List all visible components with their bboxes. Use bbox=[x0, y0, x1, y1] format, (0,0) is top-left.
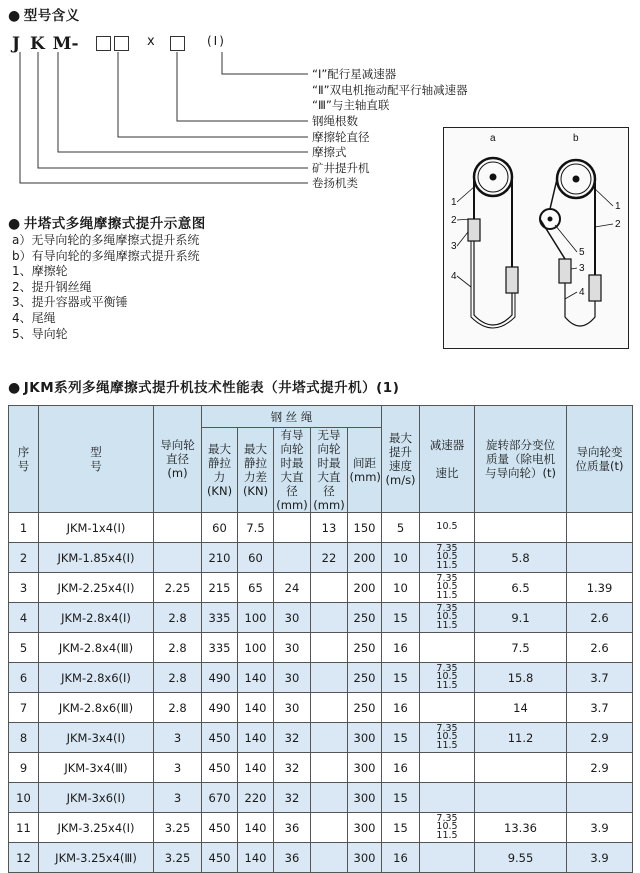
header-guide-diameter: 导向轮直径(m) bbox=[154, 406, 202, 513]
row-guide-diameter: 3 bbox=[154, 783, 202, 813]
row-spacing: 250 bbox=[348, 663, 382, 693]
header-speed: 最大提升速度(m/s) bbox=[382, 406, 420, 513]
header-without-guide: 无导向轮时最大直径(mm) bbox=[311, 428, 348, 513]
row-guide-diameter: 2.25 bbox=[154, 573, 202, 603]
row-no: 9 bbox=[9, 753, 39, 783]
row-ratio bbox=[420, 663, 475, 693]
row-guide-diameter: 3 bbox=[154, 723, 202, 753]
row-without-guide bbox=[311, 723, 348, 753]
section-title: 井塔式多绳摩擦式提升示意图 bbox=[23, 216, 206, 232]
diagram-legend-list bbox=[12, 233, 200, 342]
row-with-guide: 32 bbox=[274, 753, 311, 783]
row-speed: 16 bbox=[382, 753, 420, 783]
row-with-guide: 30 bbox=[274, 663, 311, 693]
bullet-icon: ● bbox=[8, 8, 21, 24]
row-guide-mass: 3.9 bbox=[567, 843, 633, 873]
row-spacing: 300 bbox=[348, 783, 382, 813]
row-with-guide: 32 bbox=[274, 783, 311, 813]
ratio-value: 11.5 bbox=[436, 559, 458, 571]
row-no: 12 bbox=[9, 843, 39, 873]
row-guide-mass bbox=[567, 783, 633, 813]
ratio-value: 7.35 bbox=[436, 662, 458, 674]
row-max-diff: 140 bbox=[238, 723, 274, 753]
row-ratio bbox=[420, 543, 475, 573]
row-max-diff: 65 bbox=[238, 573, 274, 603]
bullet-icon: ● bbox=[8, 380, 21, 396]
row-rotating-mass: 14 bbox=[475, 693, 567, 723]
list-item: a）无导向轮的多绳摩擦式提升系统 bbox=[12, 233, 200, 247]
row-speed: 15 bbox=[382, 813, 420, 843]
row-without-guide bbox=[311, 663, 348, 693]
row-ratio bbox=[420, 573, 475, 603]
section-heading-diagram bbox=[8, 212, 206, 232]
hoist-system-diagram bbox=[443, 127, 629, 349]
row-guide-diameter bbox=[154, 543, 202, 573]
row-rotating-mass: 11.2 bbox=[475, 723, 567, 753]
row-rotating-mass bbox=[475, 753, 567, 783]
section-title: JKM系列多绳摩擦式提升机技术性能表（井塔式提升机）(1) bbox=[23, 380, 400, 396]
ratio-value: 10.5 bbox=[436, 581, 458, 593]
row-guide-mass: 2.9 bbox=[567, 753, 633, 783]
row-ratio bbox=[420, 693, 475, 723]
row-without-guide bbox=[311, 633, 348, 663]
legend-item: 钢绳根数 bbox=[312, 114, 358, 128]
diagram-num: 1 bbox=[615, 201, 621, 212]
list-item: 2、提升钢丝绳 bbox=[12, 279, 92, 294]
header-model: 型号 bbox=[39, 406, 154, 513]
ratio-value: 10.5 bbox=[436, 551, 458, 563]
diagram-num: 2 bbox=[615, 219, 621, 230]
row-model: JKM-1x4(Ⅰ) bbox=[39, 513, 154, 543]
row-spacing: 200 bbox=[348, 543, 382, 573]
row-ratio bbox=[420, 633, 475, 663]
row-guide-mass bbox=[567, 543, 633, 573]
list-item: 5、导向轮 bbox=[12, 326, 68, 341]
ratio-value: 11.5 bbox=[436, 829, 458, 841]
row-guide-mass: 1.39 bbox=[567, 573, 633, 603]
row-spacing: 300 bbox=[348, 843, 382, 873]
row-guide-mass: 2.6 bbox=[567, 603, 633, 633]
list-item: 3、提升容器或平衡锤 bbox=[12, 295, 128, 310]
row-max-static: 450 bbox=[202, 813, 238, 843]
row-with-guide: 30 bbox=[274, 603, 311, 633]
row-no: 5 bbox=[9, 633, 39, 663]
row-guide-diameter: 2.8 bbox=[154, 603, 202, 633]
ratio-value: 11.5 bbox=[436, 739, 458, 751]
legend-item: 卷扬机类 bbox=[312, 176, 358, 190]
table-row bbox=[9, 573, 633, 603]
diagram-num: 1 bbox=[451, 197, 457, 208]
row-max-diff: 140 bbox=[238, 753, 274, 783]
table-row bbox=[9, 783, 633, 813]
ratio-value: 7.35 bbox=[436, 602, 458, 614]
row-no: 11 bbox=[9, 813, 39, 843]
ratio-value: 7.35 bbox=[436, 722, 458, 734]
row-max-diff: 7.5 bbox=[238, 513, 274, 543]
row-speed: 16 bbox=[382, 693, 420, 723]
row-speed: 15 bbox=[382, 783, 420, 813]
row-spacing: 300 bbox=[348, 723, 382, 753]
row-max-static: 335 bbox=[202, 603, 238, 633]
row-max-static: 450 bbox=[202, 723, 238, 753]
row-without-guide: 13 bbox=[311, 513, 348, 543]
row-model: JKM-2.8x6(Ⅲ) bbox=[39, 693, 154, 723]
header-rotating-mass: 旋转部分变位质量（除电机与导向轮）(t) bbox=[475, 406, 567, 513]
table-row bbox=[9, 663, 633, 693]
row-speed: 10 bbox=[382, 573, 420, 603]
spec-table bbox=[8, 405, 633, 873]
diagram-num: 2 bbox=[451, 215, 457, 226]
row-max-static: 210 bbox=[202, 543, 238, 573]
header-guide-mass: 导向轮变位质量(t) bbox=[567, 406, 633, 513]
row-with-guide: 30 bbox=[274, 693, 311, 723]
row-rotating-mass: 6.5 bbox=[475, 573, 567, 603]
row-model: JKM-3x6(Ⅰ) bbox=[39, 783, 154, 813]
row-rotating-mass bbox=[475, 783, 567, 813]
row-max-static: 60 bbox=[202, 513, 238, 543]
row-model: JKM-2.8x4(Ⅰ) bbox=[39, 603, 154, 633]
row-without-guide: 22 bbox=[311, 543, 348, 573]
legend-item: 摩擦式 bbox=[312, 145, 347, 159]
section-heading-spec-table bbox=[8, 376, 399, 396]
list-item: 1、摩擦轮 bbox=[12, 264, 68, 279]
row-guide-diameter: 2.8 bbox=[154, 633, 202, 663]
row-max-diff: 220 bbox=[238, 783, 274, 813]
row-spacing: 300 bbox=[348, 813, 382, 843]
row-guide-diameter: 3.25 bbox=[154, 813, 202, 843]
row-guide-mass: 3.9 bbox=[567, 813, 633, 843]
table-row bbox=[9, 693, 633, 723]
row-max-static: 490 bbox=[202, 663, 238, 693]
code-suffix: (Ⅰ) bbox=[207, 34, 226, 48]
row-without-guide bbox=[311, 813, 348, 843]
row-model: JKM-2.8x4(Ⅲ) bbox=[39, 633, 154, 663]
row-spacing: 250 bbox=[348, 603, 382, 633]
ratio-value: 10.5 bbox=[436, 671, 458, 683]
row-speed: 15 bbox=[382, 603, 420, 633]
row-max-diff: 140 bbox=[238, 663, 274, 693]
row-speed: 15 bbox=[382, 723, 420, 753]
ratio-value: 7.35 bbox=[436, 572, 458, 584]
row-max-diff: 140 bbox=[238, 813, 274, 843]
diagram-num: 5 bbox=[579, 247, 585, 258]
row-rotating-mass: 9.55 bbox=[475, 843, 567, 873]
table-row bbox=[9, 603, 633, 633]
ratio-value: 11.5 bbox=[436, 619, 458, 631]
ratio-value: 10.5 bbox=[436, 611, 458, 623]
row-with-guide: 36 bbox=[274, 843, 311, 873]
table-row bbox=[9, 513, 633, 543]
row-with-guide: 32 bbox=[274, 723, 311, 753]
code-dash: - bbox=[71, 34, 79, 54]
row-no: 2 bbox=[9, 543, 39, 573]
row-guide-mass: 2.9 bbox=[567, 723, 633, 753]
row-speed: 15 bbox=[382, 663, 420, 693]
row-guide-diameter bbox=[154, 513, 202, 543]
header-reducer: 减速器 速比 bbox=[420, 406, 475, 513]
row-rotating-mass bbox=[475, 513, 567, 543]
header-max-static: 最大静拉力(KN) bbox=[202, 428, 238, 513]
row-ratio bbox=[420, 783, 475, 813]
row-max-static: 670 bbox=[202, 783, 238, 813]
row-no: 10 bbox=[9, 783, 39, 813]
ratio-value: 10.5 bbox=[436, 731, 458, 743]
row-speed: 10 bbox=[382, 543, 420, 573]
row-spacing: 300 bbox=[348, 753, 382, 783]
row-with-guide bbox=[274, 543, 311, 573]
list-item: b）有导向轮的多绳摩擦式提升系统 bbox=[12, 248, 200, 263]
row-no: 7 bbox=[9, 693, 39, 723]
row-max-static: 335 bbox=[202, 633, 238, 663]
row-max-static: 450 bbox=[202, 843, 238, 873]
row-max-static: 450 bbox=[202, 753, 238, 783]
row-no: 8 bbox=[9, 723, 39, 753]
diagram-label-b: b bbox=[573, 133, 579, 144]
row-ratio bbox=[420, 603, 475, 633]
row-rotating-mass: 5.8 bbox=[475, 543, 567, 573]
row-rotating-mass: 15.8 bbox=[475, 663, 567, 693]
row-guide-diameter: 2.8 bbox=[154, 693, 202, 723]
row-with-guide: 24 bbox=[274, 573, 311, 603]
row-no: 1 bbox=[9, 513, 39, 543]
row-without-guide bbox=[311, 693, 348, 723]
row-guide-diameter: 2.8 bbox=[154, 663, 202, 693]
legend-item: “Ⅰ”配行星减速器 bbox=[312, 67, 397, 81]
ratio-value: 7.35 bbox=[436, 812, 458, 824]
row-spacing: 200 bbox=[348, 573, 382, 603]
row-max-diff: 140 bbox=[238, 693, 274, 723]
row-max-diff: 60 bbox=[238, 543, 274, 573]
table-row bbox=[9, 723, 633, 753]
section-title: 型号含义 bbox=[23, 8, 80, 24]
table-row bbox=[9, 543, 633, 573]
ratio-value: 7.35 bbox=[436, 542, 458, 554]
row-no: 6 bbox=[9, 663, 39, 693]
row-without-guide bbox=[311, 573, 348, 603]
legend-item: “Ⅲ”与主轴直联 bbox=[312, 98, 390, 112]
row-ratio bbox=[420, 813, 475, 843]
diagram-num: 4 bbox=[451, 271, 457, 282]
row-no: 3 bbox=[9, 573, 39, 603]
diagram-num: 4 bbox=[579, 287, 585, 298]
header-with-guide: 有导向轮时最大直径(mm) bbox=[274, 428, 311, 513]
code-letter-m: M bbox=[52, 34, 72, 54]
row-max-static: 490 bbox=[202, 693, 238, 723]
row-max-diff: 100 bbox=[238, 633, 274, 663]
row-rotating-mass: 7.5 bbox=[475, 633, 567, 663]
row-without-guide bbox=[311, 603, 348, 633]
row-with-guide: 36 bbox=[274, 813, 311, 843]
row-guide-mass: 3.7 bbox=[567, 663, 633, 693]
table-row bbox=[9, 813, 633, 843]
row-spacing: 150 bbox=[348, 513, 382, 543]
code-letter-j: J bbox=[12, 34, 21, 54]
header-rope-group: 钢 丝 绳 bbox=[202, 406, 382, 428]
row-ratio bbox=[420, 723, 475, 753]
header-max-diff: 最大静拉力差(KN) bbox=[238, 428, 274, 513]
row-max-diff: 140 bbox=[238, 843, 274, 873]
row-speed: 16 bbox=[382, 843, 420, 873]
list-item: 4、尾绳 bbox=[12, 310, 56, 325]
ratio-value: 10.5 bbox=[436, 521, 458, 533]
row-guide-mass: 2.6 bbox=[567, 633, 633, 663]
table-row bbox=[9, 633, 633, 663]
row-rotating-mass: 9.1 bbox=[475, 603, 567, 633]
header-no: 序号 bbox=[9, 406, 39, 513]
table-row bbox=[9, 753, 633, 783]
row-without-guide bbox=[311, 843, 348, 873]
row-guide-diameter: 3.25 bbox=[154, 843, 202, 873]
row-max-static: 215 bbox=[202, 573, 238, 603]
table-row bbox=[9, 843, 633, 873]
row-guide-mass bbox=[567, 513, 633, 543]
ratio-value: 11.5 bbox=[436, 679, 458, 691]
row-speed: 5 bbox=[382, 513, 420, 543]
header-ratio: 速比 bbox=[435, 466, 459, 480]
row-ratio bbox=[420, 513, 475, 543]
row-guide-diameter: 3 bbox=[154, 753, 202, 783]
legend-item: 摩擦轮直径 bbox=[312, 130, 370, 144]
row-without-guide bbox=[311, 783, 348, 813]
row-model: JKM-1.85x4(Ⅰ) bbox=[39, 543, 154, 573]
row-max-diff: 100 bbox=[238, 603, 274, 633]
row-model: JKM-3x4(Ⅲ) bbox=[39, 753, 154, 783]
ratio-value: 10.5 bbox=[436, 821, 458, 833]
diagram-num: 3 bbox=[451, 241, 457, 252]
row-spacing: 250 bbox=[348, 633, 382, 663]
row-rotating-mass: 13.36 bbox=[475, 813, 567, 843]
row-model: JKM-2.25x4(Ⅰ) bbox=[39, 573, 154, 603]
row-spacing: 250 bbox=[348, 693, 382, 723]
row-with-guide bbox=[274, 513, 311, 543]
code-x: x bbox=[147, 34, 155, 49]
row-ratio bbox=[420, 843, 475, 873]
row-no: 4 bbox=[9, 603, 39, 633]
row-with-guide: 30 bbox=[274, 633, 311, 663]
row-model: JKM-2.8x6(Ⅰ) bbox=[39, 663, 154, 693]
diagram-num: 3 bbox=[579, 263, 585, 274]
header-spacing: 间距(mm) bbox=[348, 428, 382, 513]
row-without-guide bbox=[311, 753, 348, 783]
row-ratio bbox=[420, 753, 475, 783]
code-letter-k: K bbox=[29, 34, 45, 54]
row-model: JKM-3.25x4(Ⅲ) bbox=[39, 843, 154, 873]
row-speed: 16 bbox=[382, 633, 420, 663]
legend-item: 矿井提升机 bbox=[312, 161, 370, 175]
bullet-icon: ● bbox=[8, 216, 21, 232]
ratio-value: 11.5 bbox=[436, 589, 458, 601]
legend-item: “Ⅱ”双电机拖动配平行轴减速器 bbox=[312, 83, 468, 97]
row-model: JKM-3x4(Ⅰ) bbox=[39, 723, 154, 753]
row-guide-mass: 3.7 bbox=[567, 693, 633, 723]
row-model: JKM-3.25x4(Ⅰ) bbox=[39, 813, 154, 843]
diagram-label-a: a bbox=[490, 133, 496, 144]
